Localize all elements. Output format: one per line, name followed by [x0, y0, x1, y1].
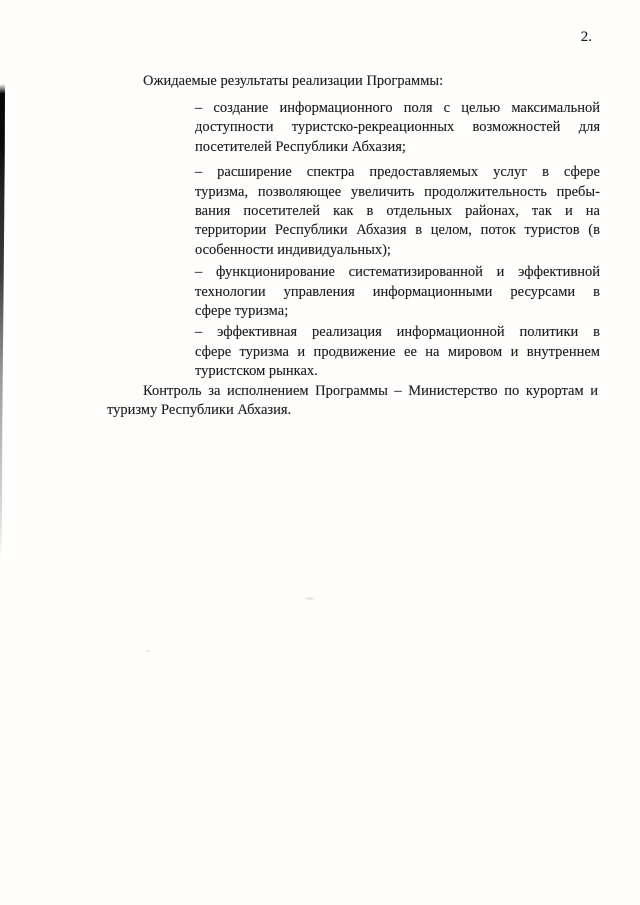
paper-speck	[305, 597, 314, 600]
text-line: технологии управления информационными ресурсами в	[195, 283, 600, 300]
text-line: сфере туризма и продвижение ее на мировом и внутреннем	[195, 343, 600, 360]
bullet-item	[195, 99, 600, 157]
text-line: туризма, позволяющее увеличить продолжительность пребы-	[195, 183, 600, 200]
paper-speck	[146, 650, 150, 652]
text-line: – эффективная реализация информационной политики в	[195, 324, 600, 341]
text-line: – функционирование систематизированной и эффективной	[195, 264, 600, 281]
text-line: – расширение спектра предоставляемых услуг в сфере	[195, 164, 600, 181]
page-number: 2.	[580, 29, 592, 45]
bullet-list	[195, 99, 600, 382]
text-line: особенности индивидуальных);	[195, 241, 391, 258]
text-line: туристском рынках.	[195, 363, 318, 380]
text-line: – создание информационного поля с целью максимальной	[195, 100, 600, 116]
text-line: вания посетителей как в отдельных районах, так и на	[195, 203, 600, 220]
text-line: Контроль за исполнением Программы – Министерство по курортам и	[143, 382, 598, 399]
section-heading: Ожидаемые результаты реализации Программы:	[143, 73, 444, 89]
bullet-item	[195, 323, 600, 381]
text-line: туризму Республики Абхазия.	[107, 402, 292, 419]
text-line: доступности туристско-рекреационных возможностей для	[195, 119, 600, 136]
text-line: сфере туризма;	[195, 303, 289, 320]
document-content	[0, 0, 640, 421]
bullet-item	[195, 163, 600, 260]
text-line: посетителей Республики Абхазия;	[195, 138, 406, 155]
closing-paragraph	[107, 382, 598, 421]
text-line: территории Республики Абхазия в целом, поток туристов (в	[195, 222, 600, 239]
bullet-item	[195, 263, 600, 321]
